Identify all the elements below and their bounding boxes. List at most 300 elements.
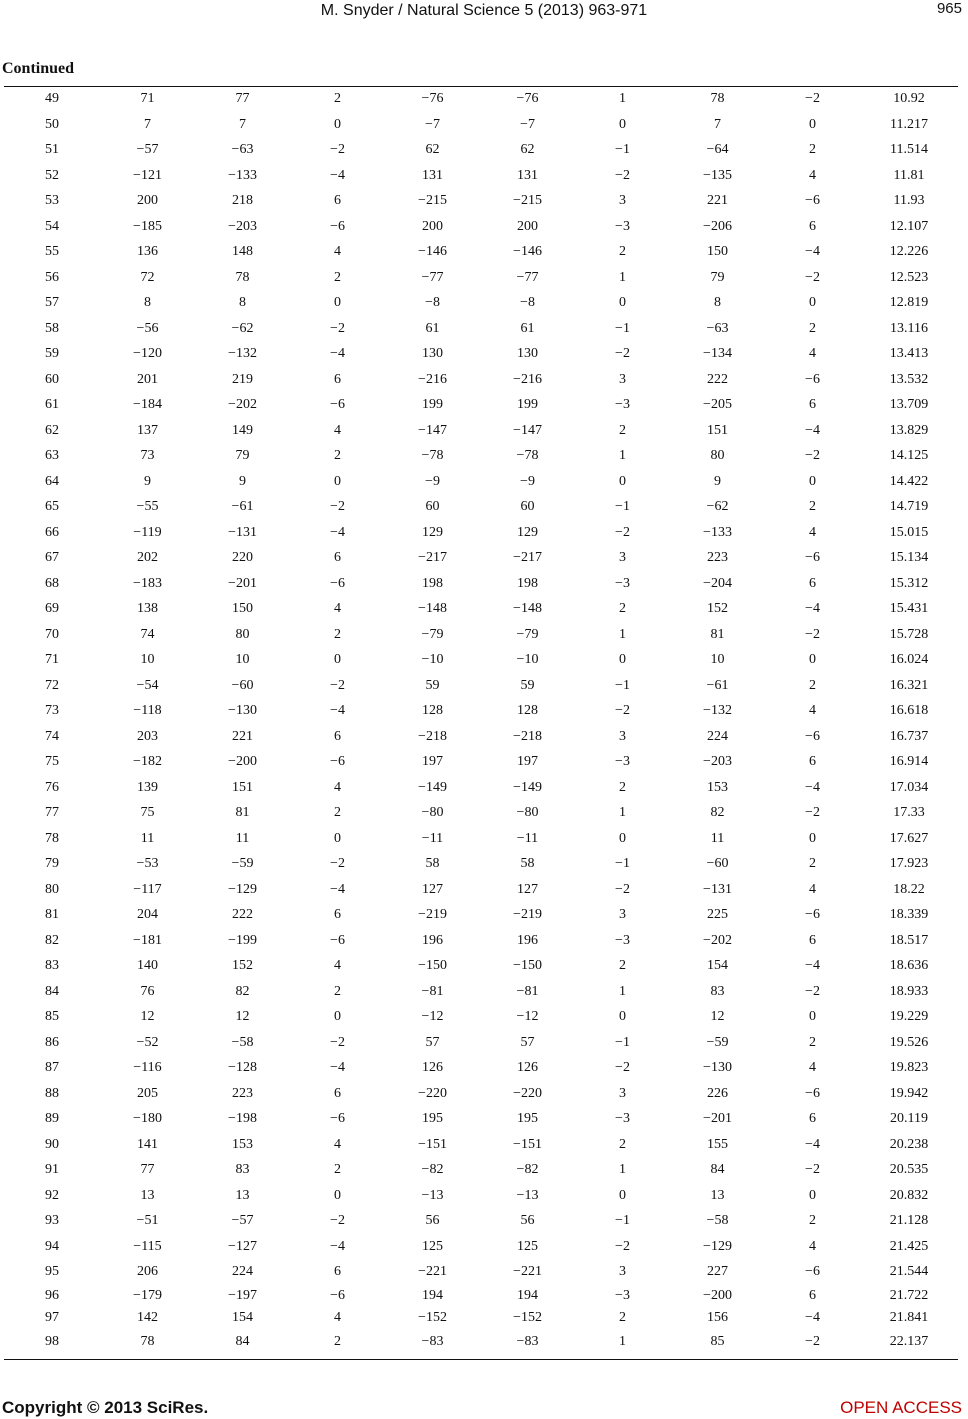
- table-cell: −63: [706, 320, 729, 336]
- table-cell: 2: [809, 320, 816, 336]
- table-row: [4, 392, 958, 418]
- table-cell: 198: [517, 575, 538, 591]
- table-cell: −7: [520, 116, 535, 132]
- table-cell: −10: [421, 652, 444, 667]
- table-cell: 80: [710, 448, 725, 463]
- table-cell: 150: [232, 601, 253, 616]
- table-row: [4, 214, 958, 240]
- table-cell: −2: [805, 448, 820, 463]
- table-cell: 2: [619, 779, 626, 795]
- table-cell: −80: [516, 805, 539, 820]
- table-cell: 75: [45, 754, 59, 769]
- table-cell: 54: [45, 218, 59, 234]
- table-cell: 6: [334, 193, 341, 208]
- table-cell: 2: [809, 1213, 816, 1228]
- table-cell: −6: [330, 754, 345, 769]
- table-cell: −2: [615, 1060, 630, 1075]
- table-cell: 6: [809, 1111, 816, 1126]
- table-cell: 14.125: [889, 448, 929, 463]
- table-cell: 7: [239, 116, 246, 132]
- table-cell: 199: [422, 397, 443, 412]
- table-cell: 3: [619, 371, 626, 387]
- table-row: [4, 239, 958, 265]
- table-cell: 14.422: [889, 473, 929, 489]
- table-cell: 21.544: [889, 1264, 929, 1279]
- table-cell: 2: [334, 626, 341, 642]
- table-row: [4, 851, 958, 877]
- table-cell: −4: [330, 524, 345, 540]
- table-cell: 57: [520, 1034, 535, 1050]
- table-cell: −13: [516, 1187, 539, 1203]
- table-cell: 59: [425, 677, 440, 693]
- table-cell: 87: [45, 1060, 59, 1075]
- table-cell: −6: [330, 1111, 345, 1126]
- table-cell: 13.829: [889, 422, 929, 438]
- table-cell: −3: [615, 932, 630, 948]
- table-cell: 0: [809, 473, 816, 489]
- table-cell: 50: [45, 116, 59, 132]
- table-cell: −81: [516, 983, 539, 999]
- table-cell: −2: [330, 677, 345, 693]
- table-cell: −57: [231, 1213, 254, 1228]
- table-cell: −59: [231, 856, 254, 871]
- table-cell: 126: [517, 1060, 538, 1075]
- table-cell: 0: [809, 830, 816, 846]
- table-cell: −146: [513, 244, 542, 259]
- table-cell: −152: [418, 1309, 447, 1325]
- table-cell: −2: [805, 983, 820, 999]
- table-cell: 76: [140, 983, 155, 999]
- table-cell: 130: [422, 346, 443, 361]
- table-cell: 6: [809, 754, 816, 769]
- table-cell: −76: [516, 91, 539, 106]
- table-cell: 2: [809, 499, 816, 514]
- table-cell: 9: [144, 473, 151, 489]
- page-number: 965: [936, 0, 962, 17]
- table-cell: 205: [137, 1085, 158, 1101]
- table-cell: −217: [418, 550, 447, 565]
- table-cell: −147: [513, 422, 542, 438]
- table-cell: −151: [418, 1136, 447, 1152]
- table-cell: 226: [707, 1085, 728, 1101]
- table-cell: −216: [513, 371, 542, 387]
- table-cell: −1: [615, 499, 630, 514]
- table-cell: −2: [615, 881, 630, 897]
- table-row: [4, 1307, 958, 1329]
- table-cell: 21.128: [889, 1213, 929, 1228]
- table-cell: 6: [809, 218, 816, 234]
- table-cell: −77: [421, 269, 444, 285]
- table-cell: −128: [228, 1060, 257, 1075]
- table-cell: 224: [707, 728, 728, 744]
- table-cell: 78: [710, 91, 725, 106]
- table-cell: −77: [516, 269, 539, 285]
- table-cell: 20.832: [889, 1187, 929, 1203]
- table-cell: 195: [422, 1111, 443, 1126]
- table-cell: 6: [334, 907, 341, 922]
- table-cell: 131: [517, 167, 538, 183]
- table-cell: −4: [330, 167, 345, 183]
- table-cell: −2: [330, 1213, 345, 1228]
- table-cell: 18.636: [889, 958, 929, 973]
- table-cell: 2: [334, 91, 341, 106]
- table-row: [4, 520, 958, 546]
- table-body: [4, 86, 958, 1354]
- table-cell: 0: [619, 1187, 626, 1203]
- table-cell: 2: [809, 856, 816, 871]
- table-cell: 6: [809, 397, 816, 412]
- table-cell: 98: [45, 1333, 59, 1349]
- table-row: [4, 1234, 958, 1260]
- table-cell: 49: [45, 91, 59, 106]
- table-cell: 0: [334, 295, 341, 310]
- table-cell: −59: [706, 1034, 729, 1050]
- table-cell: −9: [520, 473, 535, 489]
- table-cell: 12: [235, 1009, 250, 1024]
- table-cell: 62: [520, 142, 535, 157]
- table-cell: −12: [421, 1009, 444, 1024]
- table-cell: 84: [710, 1162, 725, 1177]
- table-cell: 197: [422, 754, 443, 769]
- table-cell: 11.93: [893, 193, 925, 208]
- table-cell: 61: [520, 320, 535, 336]
- table-cell: −58: [706, 1213, 729, 1228]
- table-cell: 2: [809, 142, 816, 157]
- table-cell: 1: [619, 983, 626, 999]
- table-cell: −1: [615, 320, 630, 336]
- table-cell: 79: [45, 856, 59, 871]
- table-cell: 152: [707, 601, 728, 616]
- table-cell: −130: [228, 703, 257, 718]
- table-cell: 130: [517, 346, 538, 361]
- table-cell: −11: [421, 830, 444, 846]
- table-cell: −6: [805, 728, 820, 744]
- table-cell: 76: [45, 779, 59, 795]
- table-cell: −133: [703, 524, 732, 540]
- table-cell: 66: [45, 524, 59, 540]
- table-cell: −130: [703, 1060, 732, 1075]
- table-cell: 60: [45, 371, 59, 387]
- table-cell: 2: [619, 958, 626, 973]
- table-cell: 15.015: [889, 524, 929, 540]
- table-cell: −4: [330, 346, 345, 361]
- table-cell: −202: [228, 397, 257, 412]
- table-cell: −2: [615, 703, 630, 718]
- table-row: [4, 494, 958, 520]
- table-cell: 20.238: [889, 1136, 929, 1152]
- table-cell: 1: [619, 805, 626, 820]
- table-row: [4, 418, 958, 444]
- table-cell: 6: [809, 932, 816, 948]
- table-cell: −54: [136, 677, 159, 693]
- table-cell: 129: [422, 524, 443, 540]
- table-row: [4, 112, 958, 138]
- table-cell: −83: [421, 1333, 444, 1349]
- table-cell: −12: [516, 1009, 539, 1024]
- table-cell: −82: [421, 1162, 444, 1177]
- table-cell: −6: [805, 907, 820, 922]
- table-cell: 21.841: [889, 1309, 929, 1325]
- table-cell: 15.431: [889, 601, 929, 616]
- table-cell: −183: [133, 575, 162, 591]
- table-cell: −51: [136, 1213, 159, 1228]
- table-cell: 59: [520, 677, 535, 693]
- table-row: [4, 188, 958, 214]
- table-cell: 72: [140, 269, 155, 285]
- table-row: [4, 928, 958, 954]
- table-cell: 71: [45, 652, 59, 667]
- table-row: [4, 1285, 958, 1307]
- table-cell: 200: [137, 193, 158, 208]
- table-cell: −57: [136, 142, 159, 157]
- table-cell: 198: [422, 575, 443, 591]
- table-cell: 58: [520, 856, 535, 871]
- table-cell: 16.321: [889, 677, 929, 693]
- table-cell: −61: [706, 677, 729, 693]
- table-cell: −83: [516, 1333, 539, 1349]
- table-cell: −132: [703, 703, 732, 718]
- table-cell: −131: [703, 881, 732, 897]
- table-cell: 95: [45, 1264, 59, 1279]
- table-cell: 4: [809, 346, 816, 361]
- table-cell: −204: [703, 575, 732, 591]
- table-cell: 129: [517, 524, 538, 540]
- table-cell: 12: [140, 1009, 155, 1024]
- table-cell: 80: [45, 881, 59, 897]
- table-cell: −150: [513, 958, 542, 973]
- table-cell: −2: [615, 346, 630, 361]
- table-cell: 4: [334, 244, 341, 259]
- table-cell: −62: [706, 499, 729, 514]
- table-cell: −197: [228, 1287, 257, 1303]
- table-cell: 79: [710, 269, 725, 285]
- table-row: [4, 775, 958, 801]
- table-cell: 14.719: [889, 499, 929, 514]
- table-cell: 12.226: [889, 244, 929, 259]
- table-cell: −6: [330, 397, 345, 412]
- table-cell: 1: [619, 91, 626, 106]
- table-cell: −3: [615, 218, 630, 234]
- table-cell: −9: [425, 473, 440, 489]
- table-cell: 2: [619, 244, 626, 259]
- table-cell: −179: [133, 1287, 162, 1303]
- table-cell: 125: [517, 1238, 538, 1254]
- table-cell: −3: [615, 397, 630, 412]
- table-cell: 196: [422, 932, 443, 948]
- table-cell: 200: [517, 218, 538, 234]
- table-cell: 194: [517, 1287, 538, 1303]
- table-cell: −79: [516, 626, 539, 642]
- table-cell: 83: [235, 1162, 250, 1177]
- table-cell: 63: [45, 448, 59, 463]
- table-cell: 82: [710, 805, 725, 820]
- table-cell: 3: [619, 728, 626, 744]
- table-cell: 1: [619, 626, 626, 642]
- table-cell: 152: [232, 958, 253, 973]
- table-cell: 154: [232, 1309, 253, 1325]
- table-cell: −148: [513, 601, 542, 616]
- table-cell: 56: [45, 269, 59, 285]
- table-cell: 11.514: [890, 142, 928, 157]
- table-cell: 142: [137, 1309, 158, 1325]
- table-row: [4, 443, 958, 469]
- table-row: [4, 1183, 958, 1209]
- table-cell: 84: [45, 983, 59, 999]
- table-cell: −6: [330, 218, 345, 234]
- table-cell: 0: [619, 295, 626, 310]
- table-cell: 12.523: [889, 269, 929, 285]
- table-cell: −6: [805, 1085, 820, 1101]
- table-cell: −182: [133, 754, 162, 769]
- table-cell: 90: [45, 1136, 59, 1152]
- table-row: [4, 316, 958, 342]
- table-row: [4, 571, 958, 597]
- table-cell: 6: [334, 1085, 341, 1101]
- table-cell: −81: [421, 983, 444, 999]
- table-cell: 0: [334, 1009, 341, 1024]
- table-cell: −10: [516, 652, 539, 667]
- table-cell: 20.535: [889, 1162, 929, 1177]
- table-cell: 13.116: [890, 320, 928, 336]
- table-cell: 148: [232, 244, 253, 259]
- table-cell: 81: [235, 805, 250, 820]
- table-cell: −4: [805, 958, 820, 973]
- table-cell: 91: [45, 1162, 59, 1177]
- table-cell: 17.33: [893, 805, 925, 820]
- table-cell: 69: [45, 601, 59, 616]
- table-cell: 78: [140, 1333, 155, 1349]
- table-cell: −55: [136, 499, 159, 514]
- table-cell: −52: [136, 1034, 159, 1050]
- table-cell: −2: [805, 805, 820, 820]
- table-cell: 20.119: [890, 1111, 928, 1126]
- table-cell: 2: [334, 1333, 341, 1349]
- table-cell: −1: [615, 677, 630, 693]
- table-cell: 4: [334, 1309, 341, 1325]
- table-row: [4, 826, 958, 852]
- table-cell: 0: [809, 652, 816, 667]
- table-cell: 15.134: [889, 550, 929, 565]
- table-cell: 2: [619, 1136, 626, 1152]
- table-cell: 15.728: [889, 626, 929, 642]
- table-cell: 60: [425, 499, 440, 514]
- table-row: [4, 163, 958, 189]
- table-cell: −2: [805, 626, 820, 642]
- table-cell: 52: [45, 167, 59, 183]
- table-cell: −6: [330, 932, 345, 948]
- table-cell: 221: [707, 193, 728, 208]
- table-cell: −119: [133, 524, 162, 540]
- table-cell: −1: [615, 856, 630, 871]
- table-cell: 10.92: [893, 91, 925, 106]
- table-cell: −4: [330, 1238, 345, 1254]
- table-cell: 3: [619, 550, 626, 565]
- data-table: [4, 86, 958, 1354]
- table-cell: 203: [137, 728, 158, 744]
- table-cell: 89: [45, 1111, 59, 1126]
- table-cell: 3: [619, 1085, 626, 1101]
- table-row: [4, 1004, 958, 1030]
- table-cell: 128: [422, 703, 443, 718]
- table-cell: −2: [805, 91, 820, 106]
- table-cell: 51: [45, 142, 59, 157]
- table-cell: 13: [710, 1187, 725, 1203]
- table-cell: 13.413: [889, 346, 929, 361]
- table-cell: 222: [707, 371, 728, 387]
- table-cell: −180: [133, 1111, 162, 1126]
- table-cell: 86: [45, 1034, 59, 1050]
- table-cell: 65: [45, 499, 59, 514]
- table-cell: 200: [422, 218, 443, 234]
- table-cell: 1: [619, 269, 626, 285]
- table-cell: 3: [619, 907, 626, 922]
- table-cell: 218: [232, 193, 253, 208]
- table-cell: −4: [805, 1136, 820, 1152]
- table-cell: −2: [330, 499, 345, 514]
- table-cell: 3: [619, 1264, 626, 1279]
- table-cell: −215: [418, 193, 447, 208]
- table-bottom-rule: [4, 1359, 958, 1360]
- table-cell: 77: [235, 91, 250, 106]
- table-cell: 16.618: [889, 703, 929, 718]
- table-cell: 19.229: [889, 1009, 929, 1024]
- table-cell: 17.923: [889, 856, 929, 871]
- table-row: [4, 1030, 958, 1056]
- table-cell: 80: [235, 626, 250, 642]
- table-cell: 72: [45, 677, 59, 693]
- table-cell: 62: [45, 422, 59, 438]
- table-cell: −220: [513, 1085, 542, 1101]
- table-cell: −6: [805, 193, 820, 208]
- table-cell: 2: [809, 1034, 816, 1050]
- table-cell: −64: [706, 142, 729, 157]
- table-row: [4, 86, 958, 112]
- table-cell: −1: [615, 1034, 630, 1050]
- table-row: [4, 545, 958, 571]
- table-row: [4, 290, 958, 316]
- table-cell: 18.339: [889, 907, 929, 922]
- table-cell: 2: [809, 677, 816, 693]
- table-cell: −218: [513, 728, 542, 744]
- table-cell: 224: [232, 1264, 253, 1279]
- table-cell: 19.942: [889, 1085, 929, 1101]
- table-cell: −2: [330, 320, 345, 336]
- table-cell: 0: [619, 116, 626, 132]
- table-cell: 82: [235, 983, 250, 999]
- table-cell: −120: [133, 346, 162, 361]
- table-cell: 84: [235, 1333, 250, 1349]
- table-cell: 4: [809, 881, 816, 897]
- table-cell: 195: [517, 1111, 538, 1126]
- table-cell: −60: [231, 677, 254, 693]
- table-cell: 194: [422, 1287, 443, 1303]
- table-cell: 77: [140, 1162, 155, 1177]
- table-cell: −61: [231, 499, 254, 514]
- table-row: [4, 953, 958, 979]
- table-cell: 9: [714, 473, 721, 489]
- table-cell: 17.034: [889, 779, 929, 795]
- table-cell: −6: [805, 371, 820, 387]
- table-cell: −181: [133, 932, 162, 948]
- table-row: [4, 877, 958, 903]
- table-cell: −3: [615, 754, 630, 769]
- table-cell: −3: [615, 1287, 630, 1303]
- table-row: [4, 979, 958, 1005]
- table-cell: −203: [228, 218, 257, 234]
- table-cell: 137: [137, 422, 158, 438]
- table-cell: 6: [334, 1264, 341, 1279]
- table-cell: 197: [517, 754, 538, 769]
